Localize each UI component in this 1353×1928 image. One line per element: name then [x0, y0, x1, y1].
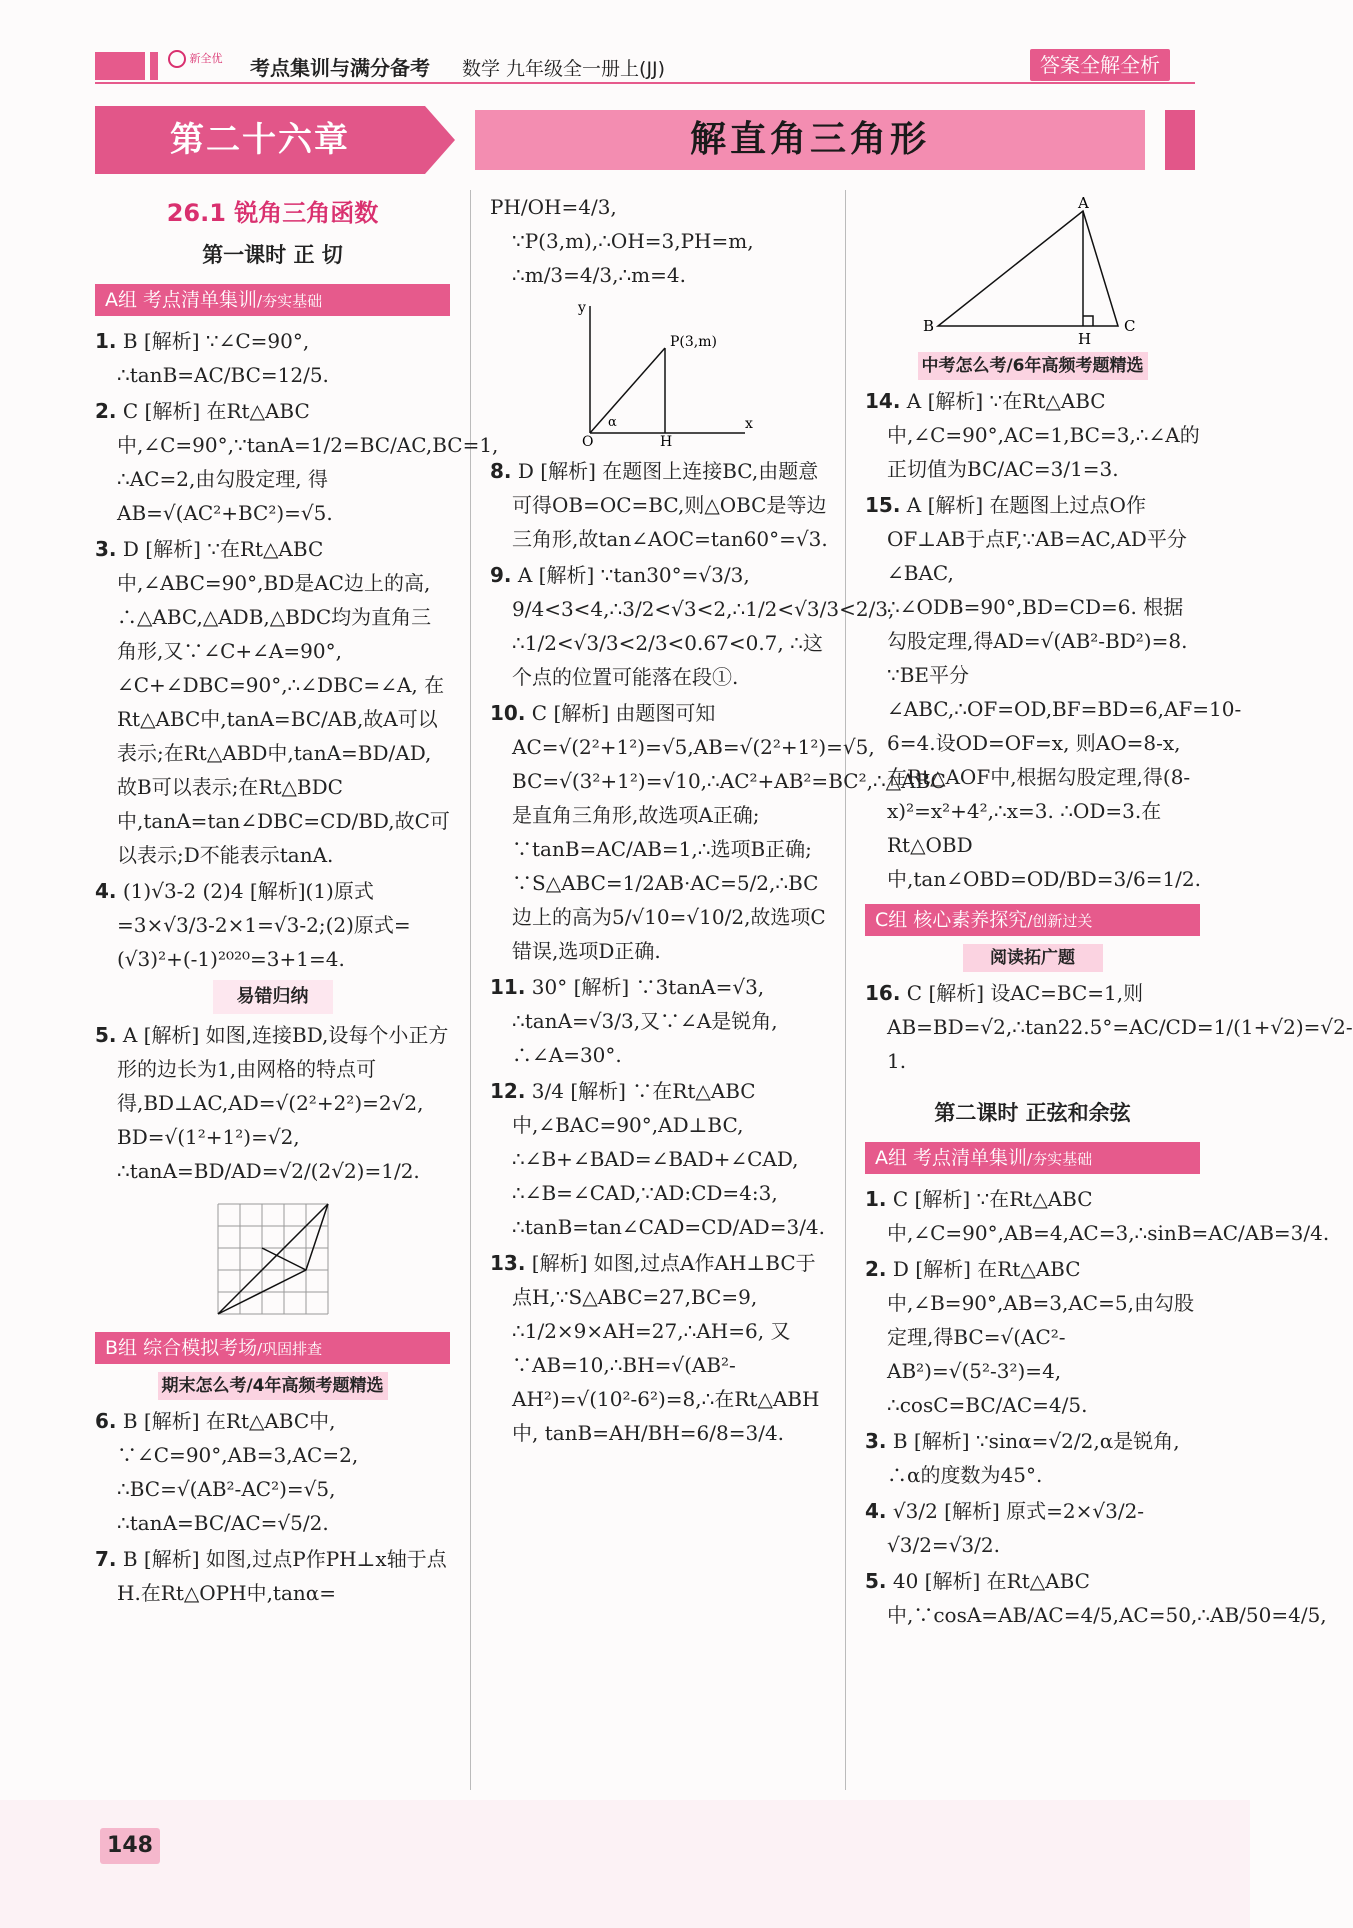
answer-item: 16. C [解析] 设AC=BC=1,则AB=BD=√2,∴tan22.5°=AC/CD=1/(1+√2)=√2-1. — [865, 981, 1353, 1073]
svg-text:y: y — [578, 300, 586, 316]
header-accent-strip — [150, 52, 158, 80]
answer-item: 12. 3/4 [解析] ∵在Rt△ABC中,∠BAC=90°,AD⊥BC, ∴∠B+∠BAD=∠BAD+∠CAD, ∴∠B=∠CAD,∵AD:CD=4:3, ∴tanB=tan∠CAD=CD/AD=3/4. — [490, 1079, 826, 1239]
answer-item: 4. (1)√3-2 (2)4 [解析](1)原式=3×√3/3-2×1=√3-2;(2)原式=(√3)²+(-1)²⁰²⁰=3+1=4. — [95, 879, 411, 971]
answer-item: 6. B [解析] 在Rt△ABC中, ∵∠C=90°,AB=3,AC=2, ∴BC=√(AB²-AC²)=√5, ∴tanA=BC/AC=√5/2. — [95, 1409, 359, 1535]
group-b-subheader: 期末怎么考/4年高频考题精选 — [158, 1372, 388, 1400]
chapter-arrow — [425, 106, 455, 174]
answer-item: 5. 40 [解析] 在Rt△ABC中,∵cosA=AB/AC=4/5,AC=50,∴AB/50=4/5, — [865, 1569, 1327, 1627]
logo-icon — [168, 50, 186, 68]
section-title: 26.1 锐角三角函数 — [166, 199, 379, 227]
answer-item: PH/OH=4/3, ∵P(3,m),∴OH=3,PH=m, ∴m/3=4/3,∴m=4. — [490, 195, 754, 287]
answer-tag: 答案全解全析 — [1030, 49, 1170, 81]
svg-text:α: α — [608, 415, 617, 430]
column-left — [95, 190, 499, 1612]
book-title: 考点集训与满分备考 — [250, 56, 430, 80]
header-accent-block — [95, 52, 145, 80]
page-number: 148 — [100, 1828, 160, 1864]
svg-text:A: A — [1077, 194, 1089, 212]
answer-item: 2. D [解析] 在Rt△ABC中,∠B=90°,AB=3,AC=5,由勾股定理,得BC=√(AC²-AB²)=√(5²-3²)=4, ∴cosC=BC/AC=4/5. — [865, 1257, 1194, 1417]
svg-text:C: C — [1123, 317, 1135, 335]
answer-item: 13. [解析] 如图,过点A作AH⊥BC于点H,∵S△ABC=27,BC=9, ∴1/2×9×AH=27,∴AH=6, 又∵AB=10,∴BH=√(AB²-AH²)=√(10²-6²)=8,∴在Rt△ABH中, tanB=AH/BH=6/8=3/4. — [490, 1251, 820, 1445]
grid-figure — [208, 1194, 338, 1324]
page-footer-band — [0, 1800, 1250, 1928]
answer-item: 9. A [解析] ∵tan30°=√3/3, 9/4<3<4,∴3/2<√3<2,∴1/2<√3/3<2/3, ∴1/2<√3/3<2/3<0.67<0.7, ∴这个点的位置可能落在段①. — [490, 563, 895, 689]
chapter-title: 解直角三角形 — [475, 110, 1145, 170]
group-c-header: C组 核心素养探究/创新过关 — [865, 904, 1200, 936]
answer-item: 8. D [解析] 在题图上连接BC,由题意可得OB=OC=BC,则△OBC是等边三角形,故tan∠AOC=tan60°=√3. — [490, 459, 828, 551]
answer-item: 3. B [解析] ∵sinα=√2/2,α是锐角, ∴α的度数为45°. — [865, 1429, 1180, 1487]
answer-item: 7. B [解析] 如图,过点P作PH⊥x轴于点H.在Rt△OPH中,tanα= — [95, 1547, 447, 1605]
answer-item: 1. C [解析] ∵在Rt△ABC中,∠C=90°,AB=4,AC=3,∴sinB=AC/AB=3/4. — [865, 1187, 1330, 1245]
error-note-label: 易错归纳 — [213, 980, 333, 1014]
group-a-header: A组 考点清单集训/夯实基础 — [95, 284, 450, 316]
column-right — [865, 190, 1353, 1634]
brand-logo: 新全优 — [168, 50, 246, 82]
svg-text:O: O — [582, 434, 594, 450]
answer-item: 14. A [解析] ∵在Rt△ABC中,∠C=90°,AC=1,BC=3,∴∠A的正切值为BC/AC=3/1=3. — [865, 389, 1200, 481]
chapter-end-block — [1165, 110, 1195, 170]
chapter-number: 第二十六章 — [95, 106, 425, 174]
triangle-figure — [918, 196, 1148, 346]
answer-item: 2. C [解析] 在Rt△ABC中,∠C=90°,∵tanA=1/2=BC/AC,BC=1, ∴AC=2,由勾股定理, 得AB=√(AC²+BC²)=√5. — [95, 399, 499, 525]
answer-item: 4. √3/2 [解析] 原式=2×√3/2-√3/2=√3/2. — [865, 1499, 1145, 1557]
svg-text:H: H — [660, 434, 673, 450]
answer-item: 1. B [解析] ∵∠C=90°, ∴tanB=AC/BC=12/5. — [95, 329, 329, 387]
lesson-title: 第二课时 正弦和余弦 — [934, 1101, 1131, 1125]
coordinate-figure — [560, 298, 760, 448]
svg-text:B: B — [922, 317, 934, 335]
answer-list — [95, 324, 499, 1188]
group-a2-header: A组 考点清单集训/夯实基础 — [865, 1142, 1200, 1174]
svg-text:P(3,m): P(3,m) — [670, 334, 717, 350]
column-middle — [490, 190, 946, 1452]
column-divider — [845, 190, 846, 1790]
page-header — [0, 0, 1250, 90]
book-subject: 数学 九年级全一册上(JJ) — [462, 58, 666, 80]
answer-item: 3. D [解析] ∵在Rt△ABC中,∠ABC=90°,BD是AC边上的高, ∴△ABC,△ADB,△BDC均为直角三角形,又∵∠C+∠A=90°, ∠C+∠DBC=90°,∴∠DBC=∠A, 在Rt△ABC中,tanA=BC/AB,故A可以表示;在Rt△ABD中,tanA=BD/AD, 故B可以表示;在Rt△BDC中,tanA=tan∠DBC=CD/BD,故C可以表示;D不能表示tanA. — [95, 537, 450, 867]
header-divider — [95, 82, 1195, 84]
answer-item: 11. 30° [解析] ∵3tanA=√3, ∴tanA=√3/3,又∵∠A是锐角, ∴∠A=30°. — [490, 975, 778, 1067]
lesson-title: 第一课时 正 切 — [202, 243, 343, 267]
answer-item: 5. A [解析] 如图,连接BD,设每个小正方形的边长为1,由网格的特点可得,BD⊥AC,AD=√(2²+2²)=2√2, BD=√(1²+1²)=√2, ∴tanA=BD/AD=√2/(2√2)=1/2. — [95, 1023, 449, 1183]
svg-text:x: x — [745, 416, 753, 432]
answer-item: 10. C [解析] 由题图可知AC=√(2²+1²)=√5,AB=√(2²+1²)=√5, BC=√(3²+1²)=√10,∴AC²+AB²=BC²,∴△ABC是直角三角形,故选项A正确; ∵tanB=AC/AB=1,∴选项B正确; ∵S△ABC=1/2AB·AC=5/2,∴BC边上的高为5/√10=√10/2,故选项C错误,选项D正确. — [490, 701, 946, 963]
exam-subheader: 中考怎么考/6年高频考题精选 — [918, 352, 1148, 380]
group-c-subheader: 阅读拓广题 — [963, 944, 1103, 972]
chapter-banner — [95, 106, 1195, 174]
group-b-header: B组 综合模拟考场/巩固排查 — [95, 1332, 450, 1364]
answer-item: 15. A [解析] 在题图上过点O作OF⊥AB于点F,∵AB=AC,AD平分∠BAC, ∴∠ODB=90°,BD=CD=6. 根据勾股定理,得AD=√(AB²-BD²)=8. ∵BE平分∠ABC,∴OF=OD,BF=BD=6,AF=10-6=4.设OD=OF=x, 则AO=8-x,在Rt△AOF中,根据勾股定理,得(8-x)²=x²+4²,∴x=3. ∴OD=3.在Rt△OBD中,tan∠OBD=OD/BD=3/6=1/2. — [865, 493, 1242, 891]
svg-text:H: H — [1077, 330, 1091, 348]
